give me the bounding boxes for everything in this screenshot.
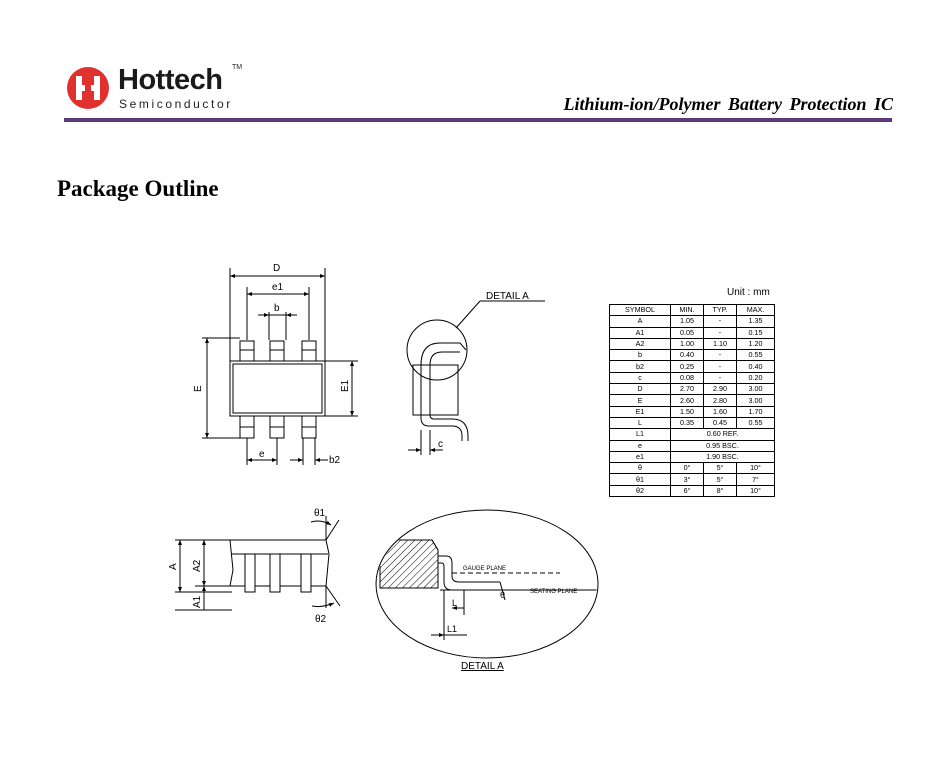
section-title: Package Outline: [57, 176, 219, 201]
min-cell: 3°: [671, 474, 704, 485]
symbol-cell: L1: [610, 429, 671, 440]
typ-cell: -: [704, 361, 737, 372]
dim-label-b2: b2: [329, 455, 341, 466]
symbol-cell: A: [610, 316, 671, 327]
dim-label-A2: A2: [192, 559, 203, 572]
dim-label-e: e: [259, 449, 265, 460]
trademark-mark: TM: [232, 64, 243, 71]
dim-label-E: E: [193, 385, 204, 392]
table-row: [610, 451, 775, 462]
table-row: [610, 350, 775, 361]
detail-a-view: [376, 510, 600, 658]
table-row: [610, 361, 775, 372]
table-row: [610, 440, 775, 451]
min-cell: 1.05: [671, 316, 704, 327]
top-view: [202, 268, 358, 465]
column-header: MIN.: [671, 305, 704, 316]
typ-cell: 2.90: [704, 384, 737, 395]
dim-label-theta2: θ2: [315, 614, 327, 625]
typ-cell: 5°: [704, 463, 737, 474]
detail-a-callout-label: DETAIL A: [486, 291, 529, 302]
table-row: [610, 327, 775, 338]
symbol-cell: c: [610, 372, 671, 383]
min-cell: 0.40: [671, 350, 704, 361]
max-cell: 3.00: [737, 384, 775, 395]
brand-subtitle: Semiconductor: [119, 97, 233, 111]
table-row: [610, 474, 775, 485]
dimension-table: [609, 304, 775, 497]
symbol-cell: e: [610, 440, 671, 451]
symbol-cell: θ: [610, 463, 671, 474]
max-cell: 3.00: [737, 395, 775, 406]
dim-label-D: D: [273, 263, 281, 274]
max-cell: 0.40: [737, 361, 775, 372]
max-cell: 7°: [737, 474, 775, 485]
brand-name: Hottech: [118, 64, 223, 96]
typ-cell: -: [704, 372, 737, 383]
column-header: SYMBOL: [610, 305, 671, 316]
table-row: [610, 372, 775, 383]
min-cell: 1.50: [671, 406, 704, 417]
typ-cell: 0.45: [704, 417, 737, 428]
end-view: [407, 301, 545, 455]
seating-plane-label: SEATING PLANE: [530, 589, 578, 595]
dim-label-L1: L1: [447, 624, 458, 634]
min-cell: 1.00: [671, 338, 704, 349]
symbol-cell: θ2: [610, 485, 671, 496]
table-header-row: [610, 305, 775, 316]
min-cell: 0°: [671, 463, 704, 474]
symbol-cell: b: [610, 350, 671, 361]
column-header: TYP.: [704, 305, 737, 316]
typ-cell: -: [704, 327, 737, 338]
dim-label-theta1: θ1: [314, 508, 326, 519]
symbol-cell: b2: [610, 361, 671, 372]
min-cell: 0.35: [671, 417, 704, 428]
symbol-cell: L: [610, 417, 671, 428]
max-cell: 1.35: [737, 316, 775, 327]
min-cell: 0.05: [671, 327, 704, 338]
value-cell: 1.90 BSC.: [671, 451, 775, 462]
table-row: [610, 316, 775, 327]
unit-label: Unit : mm: [727, 287, 770, 298]
max-cell: 1.70: [737, 406, 775, 417]
min-cell: 2.60: [671, 395, 704, 406]
table-row: [610, 417, 775, 428]
dim-label-e1: e1: [272, 282, 284, 293]
table-row: [610, 429, 775, 440]
symbol-cell: A1: [610, 327, 671, 338]
symbol-cell: E1: [610, 406, 671, 417]
dim-label-E1: E1: [340, 379, 351, 392]
typ-cell: 5°: [704, 474, 737, 485]
min-cell: 2.70: [671, 384, 704, 395]
table-row: [610, 406, 775, 417]
dim-label-A1: A1: [192, 595, 203, 608]
max-cell: 10°: [737, 485, 775, 496]
table-row: [610, 395, 775, 406]
detail-a-caption: DETAIL A: [461, 661, 504, 672]
table-row: [610, 338, 775, 349]
symbol-cell: E: [610, 395, 671, 406]
min-cell: 0.08: [671, 372, 704, 383]
max-cell: 0.20: [737, 372, 775, 383]
max-cell: 0.55: [737, 417, 775, 428]
max-cell: 1.20: [737, 338, 775, 349]
value-cell: 0.95 BSC.: [671, 440, 775, 451]
min-cell: 0.25: [671, 361, 704, 372]
typ-cell: 1.10: [704, 338, 737, 349]
dim-label-c: c: [438, 439, 443, 450]
symbol-cell: D: [610, 384, 671, 395]
table-row: [610, 384, 775, 395]
typ-cell: 8°: [704, 485, 737, 496]
symbol-cell: A2: [610, 338, 671, 349]
dim-label-A: A: [168, 563, 179, 570]
value-cell: 0.60 REF.: [671, 429, 775, 440]
symbol-cell: e1: [610, 451, 671, 462]
min-cell: 6°: [671, 485, 704, 496]
typ-cell: -: [704, 350, 737, 361]
gauge-plane-label: GAUGE PLANE: [463, 566, 507, 572]
typ-cell: 2.80: [704, 395, 737, 406]
dim-label-b: b: [274, 303, 280, 314]
symbol-cell: θ1: [610, 474, 671, 485]
typ-cell: 1.60: [704, 406, 737, 417]
dim-label-L: L: [452, 598, 458, 608]
table-row: [610, 463, 775, 474]
column-header: MAX.: [737, 305, 775, 316]
max-cell: 10°: [737, 463, 775, 474]
max-cell: 0.15: [737, 327, 775, 338]
table-row: [610, 485, 775, 496]
dim-label-theta: θ: [500, 590, 506, 600]
max-cell: 0.55: [737, 350, 775, 361]
document-title: Lithium-ion/Polymer Battery Protection IC: [563, 94, 893, 114]
typ-cell: -: [704, 316, 737, 327]
